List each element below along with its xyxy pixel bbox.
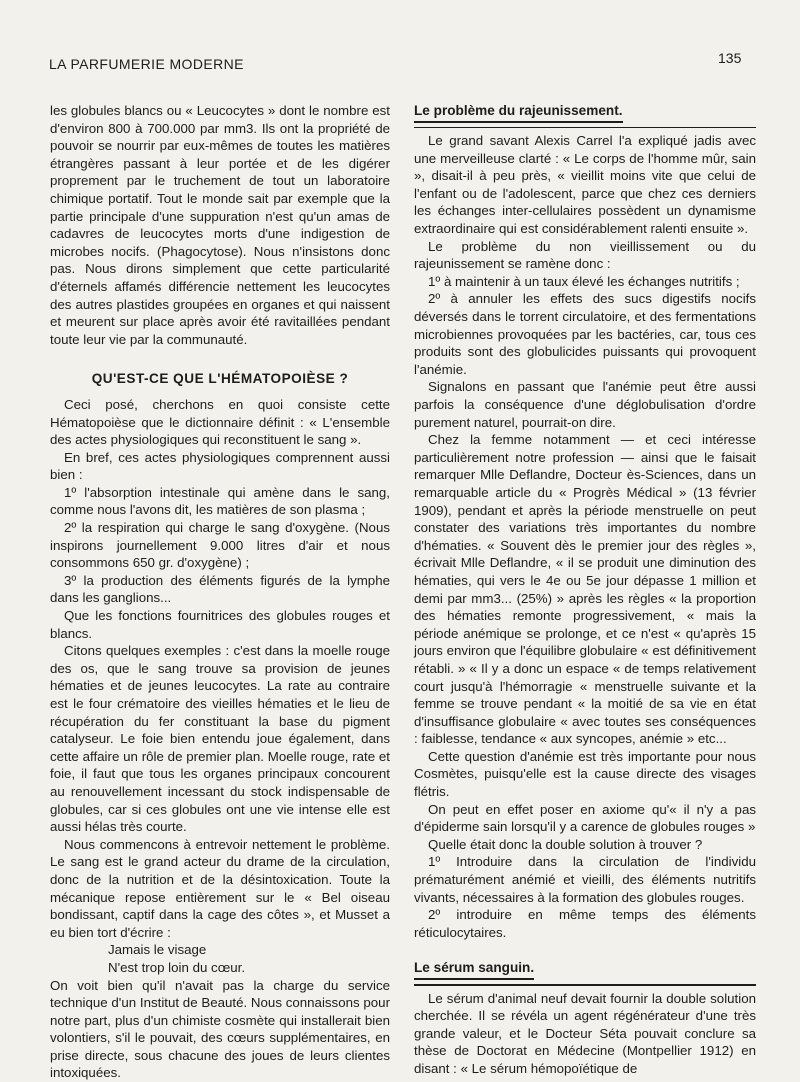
paragraph: Le problème du non vieillissement ou du rajeunissement se ramène donc : bbox=[414, 238, 756, 273]
paragraph: En bref, ces actes physiologiques comprennent aussi bien : bbox=[50, 449, 390, 484]
list-item: 1º l'absorption intestinale qui amène dans le sang, comme nous l'avons dit, les matières de son plasma ; bbox=[50, 484, 390, 519]
paragraph: Le sérum d'animal neuf devait fournir la double solution cherchée. Il se révéla un agent régénérateur d'une très grande valeur, et le Docteur Séta pouvait conclure sa thèse de Doctorat en Médecine (Montpellier 1912) en disant : « Le sérum hémopoïétique de bbox=[414, 990, 756, 1078]
paragraph: les globules blancs ou « Leucocytes » dont le nombre est d'environ 800 à 700.000 par mm3. Ils ont la propriété de pouvoir se nourrir par eux-mêmes de toutes les matières étrangères passant à leur portée et de les digérer proprement par le truchement de tout un laboratoire chimique portatif. Tout le monde sait par exemple que la partie principale d'une suppuration n'est qu'un amas de cadavres de leucocytes morts d'une indigestion de microbes nocifs. (Phagocytose). Nous n'insistons donc pas. Nous dirons simplement que cette particularité d'éternels affamés différencie nettement les leucocytes des autres plastides groupées en organes et qui naissent et meurent sur place après avoir été ravitaillées pendant toute leur vie par la communauté. bbox=[50, 102, 390, 348]
verse-line: Jamais le visage bbox=[50, 941, 390, 959]
page-number: 135 bbox=[718, 50, 741, 66]
paragraph: On voit bien qu'il n'avait pas la charge du service technique d'un Institut de Beauté. Nous connaissons pour notre part, plus d'un chimiste cosmète qui installerait bien volontiers, s'il le pouvait, des cœurs supplémentaires, en prise directe, sous chacune des joues de leurs clientes intoxiquées. bbox=[50, 977, 390, 1082]
heading-rule bbox=[414, 127, 756, 129]
paragraph: Ceci posé, cherchons en quoi consiste cette Hématopoièse que le dictionnaire définit : « L'ensemble des actes physiologiques qui reconstituent le sang ». bbox=[50, 396, 390, 449]
paragraph: Citons quelques exemples : c'est dans la moelle rouge des os, que le sang trouve sa provision de jeunes hématies et de jeunes leucocytes. La rate au contraire est le four crématoire des vieilles hématies et le lieu de récupération du fer constituant la base du pigment catalyseur. Le foie bien entendu joue également, dans cette affaire un rôle de premier plan. Moelle rouge, rate et foie, il faut que tous les organes principaux concourent au renouvellement incessant du stock indispensable de globules, car si ces globules ont une vie intense elle est aussi hélas très courte. bbox=[50, 642, 390, 836]
heading-rule bbox=[414, 984, 756, 986]
paragraph: Que les fonctions fournitrices des globules rouges et blancs. bbox=[50, 607, 390, 642]
verse-line: N'est trop loin du cœur. bbox=[50, 959, 390, 977]
paragraph: On peut en effet poser en axiome qu'« il n'y a pas d'épiderme sain lorsqu'il y a carence de globules rouges » bbox=[414, 801, 756, 836]
paragraph: Le grand savant Alexis Carrel l'a expliqué jadis avec une merveilleuse clarté : « Le corps de l'homme mûr, sain », disait-il à peu près, « vieillit moins vite que celui de l'enfant ou de l'adolescent, parce que chez ces derniers les échanges inter-cellulaires possèdent un dynamisme extraordinaire qui est considérablement ralenti ensuite ». bbox=[414, 132, 756, 238]
list-item: 2º la respiration qui charge le sang d'oxygène. (Nous inspirons journellement 9.000 litres d'air et nous consommons 650 gr. d'oxygène) ; bbox=[50, 519, 390, 572]
list-item: 1º à maintenir à un taux élevé les échanges nutritifs ; bbox=[414, 273, 756, 291]
list-item: 3º la production des éléments figurés de la lymphe dans les ganglions... bbox=[50, 572, 390, 607]
section-heading-serum: Le sérum sanguin. bbox=[414, 959, 534, 980]
section-heading-rejuvenation: Le problème du rajeunissement. bbox=[414, 102, 623, 123]
paragraph: Signalons en passant que l'anémie peut être aussi parfois la conséquence d'une déglobulisation d'ordre purement naturel, pourrait-on dire. bbox=[414, 378, 756, 431]
section-heading-hematopoiesis: QU'EST-CE QUE L'HÉMATOPOIÈSE ? bbox=[50, 370, 390, 388]
paragraph: Nous commencons à entrevoir nettement le problème. Le sang est le grand acteur du drame de la circulation, donc de la nutrition et de la désintoxication. Toute la mécanique repose entièrement sur le « Bel oiseau bondissant, captif dans la cage des côtes », et Musset a eu bien tort d'écrire : bbox=[50, 836, 390, 942]
right-column bbox=[414, 102, 756, 1077]
list-item: 1º Introduire dans la circulation de l'individu prématurément anémié et vieilli, des éléments nutritifs vivants, nécessaires à la formation des globules rouges. bbox=[414, 853, 756, 906]
paragraph: Quelle était donc la double solution à trouver ? bbox=[414, 836, 756, 854]
running-header: LA PARFUMERIE MODERNE bbox=[49, 56, 244, 72]
list-item: 2º à annuler les effets des sucs digestifs nocifs déversés dans le torrent circulatoire, et des fermentations microbiennes provoquées par les bactéries, car, tous ces produits sont des globulicides puissants qui provoquent l'anémie. bbox=[414, 290, 756, 378]
paragraph: Chez la femme notamment — et ceci intéresse particulièrement notre profession — ainsi que le faisait remarquer Mlle Deflandre, Docteur ès-Sciences, dans un remarquable article du « Progrès Médical » (13 février 1909), pendant et après la période menstruelle on peut constater des variations très importantes du nombre d'hématies. « Souvent dès le premier jour des règles », écrivait Mlle Deflandre, « il se produit une diminution des hématies, qui vers le 4e ou 5e jour dépasse 1 million et demi par mm3... (25%) » après les règles « la proportion des hématies remonte progressivement, « mais la période anémique se prolonge, et ce n'est « qu'après 15 jours environ que l'équilibre globulaire « est définitivement rétabli. » « Il y a donc un espace « de temps relativement court jusqu'à l'hémorragie « menstruelle suivante et la femme se trouve pendant « la moitié de sa vie en état d'insuffisance globulaire « avec toutes ses conséquences : faiblesse, tendance « aux syncopes, anémie » etc... bbox=[414, 431, 756, 748]
left-column bbox=[50, 102, 390, 1082]
paragraph: Cette question d'anémie est très importante pour nous Cosmètes, puisqu'elle est la cause directe des visages flétris. bbox=[414, 748, 756, 801]
list-item: 2º introduire en même temps des éléments réticulocytaires. bbox=[414, 906, 756, 941]
